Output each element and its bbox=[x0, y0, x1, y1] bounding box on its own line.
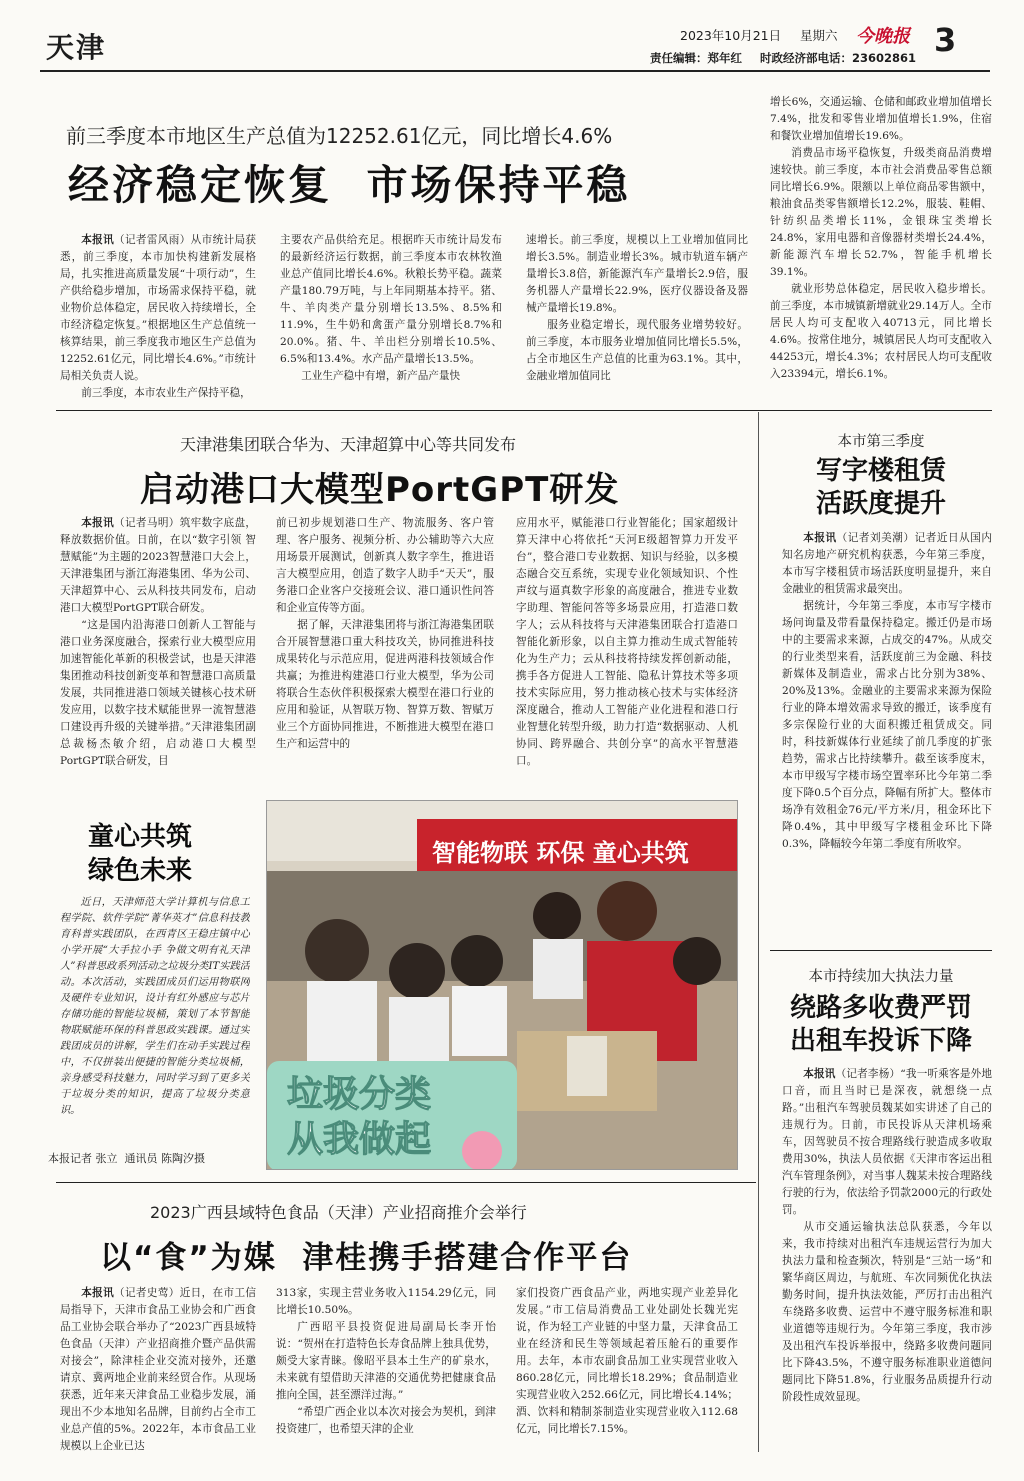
port-col-2-p2: 据了解，天津港集团将与浙江海港集团联合开展智慧港口重大科技攻关，协同推进科技成果转化与示范应用，促进两港科技领域合作共赢；为推进构建港口行业大模型，华为公司将联合生态伙伴积极探索大模型在港口行业的应用和验证，从智联万物、智算万数、智赋万业三个方面协同推进，不断推进大模型在港口生产和运营中的 bbox=[276, 619, 494, 750]
economy-col-2 bbox=[280, 232, 502, 400]
news-photo bbox=[266, 800, 738, 1170]
photo-credit: 本报记者 张立 通讯员 陈陶汐摄 bbox=[48, 1152, 205, 1165]
taxi-body bbox=[782, 1066, 992, 1456]
byline-reporter: （记者雷风雨） bbox=[114, 234, 191, 246]
photo-sign-line1: 垃圾分类 bbox=[287, 1074, 432, 1115]
taxi-p1: “我一听乘客是外地口音，而且当时已是深夜，就想绕一点路。”出租汽车驾驶员魏某如实讲述了自己的违规行为。日前，市民投诉从天津机场乘车，因驾驶员不按合理路线行驶造成多收取费用30%，执法人员依据《天津市客运出租汽车管理条例》，对当事人魏某未按合理路线行驶的行为，依法给予罚款2000元的行政处罚。 bbox=[782, 1068, 992, 1216]
economy-col-4-text: 增长6%，交通运输、仓储和邮政业增加值增长7.4%，批发和零售业增加值增长1.9%，住宿和餐饮业增加值增长19.6%。 bbox=[770, 96, 992, 142]
economy-col-4 bbox=[770, 94, 992, 400]
guangxi-byline-lead: 本报讯 bbox=[81, 1287, 115, 1299]
economy-col-4-p2: 消费品市场平稳恢复，升级类商品消费增速较快。前三季度，本市社会消费品零售总额同比增长6.9%。限额以上单位商品零售额中，粮油食品类零售额增长12.2%，服装、鞋帽、针纺织品类增长11%，金银珠宝类增长24.8%，家用电器和音像器材类增长24.4%，新能源汽车增长52.7%，智能手机增长39.1%。 bbox=[770, 147, 992, 278]
taxi-p2: 从市交通运输执法总队获悉，今年以来，我市持续对出租汽车违规运营行为加大执法力量和检查频次，特别是“三站一场”和繁华商区周边，与航班、车次同频优化执法勤务时间，提升执法效能，严厉打击出租汽车绕路多收费、运营中不遵守服务标准和职业道德等违规行为。今年第三季度，我市涉及出租汽车投诉举报中，绕路多收费问题同比下降43.5%，不遵守服务标准职业道德问题同比下降51.8%，行业服务品质提升行动阶段性成效显现。 bbox=[782, 1221, 992, 1403]
guangxi-col-2 bbox=[276, 1285, 496, 1455]
port-col-3-text: 应用水平，赋能港口行业智能化；国家超级计算天津中心将依托“天河E级超智算力开发平台”，整合港口专业数据、知识与经验，以多模态融合交互系统，实现专业化领域知识、个性声纹与逼真数字形象的高度融合，推进专业数字助理、智能问答等多场景应用，打造港口数字人；云从科技将与天津港集团联合打造港口智能化新形象，以自主算力推动生成式智能转化为生产力；云从科技将持续发挥创新动能，携手各方促进人工智能、隐私计算技术等多项技术实际应用，努力推动核心技术与实体经济深度融合，推动人工智能产业化进程和港口行业智慧化转型升级，助力打造“数据驱动、人机协同、跨界融合、共创分享”的高水平智慧港口。 bbox=[516, 517, 738, 767]
economy-col-2-p2: 工业生产稳中有增，新产品产量快 bbox=[301, 370, 461, 382]
taxi-headline-line1: 绕路多收费严罚 bbox=[789, 993, 972, 1023]
guangxi-col-2-p3: “希望广西企业以本次对接会为契机，到津投资建厂，也希望天津的企业 bbox=[276, 1406, 496, 1435]
economy-col-4-p3: 就业形势总体稳定，居民收入稳步增长。前三季度，本市城镇新增就业29.14万人。全市居民人均可支配收入40713元，同比增长4.6%。按常住地分，城镇居民人均可支配收入44253元，增长4.3%；农村居民人均可支配收入23394元，增长6.1%。 bbox=[770, 283, 992, 380]
port-col-2-text: 前已初步规划港口生产、物流服务、客户管理、客户服务、视频分析、办公辅助等六大应用场景开展测试，创新真人数字孪生，推进语言大模型应用，创造了数字人助手“天天”，服务港口企业客户交接班会议、港口通识性问答和企业宣传等方面。 bbox=[276, 517, 494, 614]
taxi-kicker: 本市持续加大执法力量 bbox=[808, 969, 954, 985]
office-kicker: 本市第三季度 bbox=[837, 434, 925, 450]
economy-col-1 bbox=[60, 232, 256, 400]
green-headline-line1: 童心共筑 bbox=[87, 822, 192, 852]
office-headline-line2: 活跃度提升 bbox=[815, 489, 946, 519]
masthead bbox=[0, 0, 1024, 72]
masthead-rule bbox=[40, 70, 990, 72]
phone-line: 时政经济部电话：23602861 bbox=[760, 51, 917, 65]
office-byline-reporter: （记者刘美潮） bbox=[836, 532, 915, 544]
right-column-divider bbox=[758, 412, 759, 1452]
port-byline-reporter: （记者马明） bbox=[114, 517, 180, 529]
guangxi-col-2-text: 313家，实现主营业务收入1154.29亿元，同比增长10.50%。 bbox=[276, 1287, 496, 1316]
port-col-2 bbox=[276, 515, 494, 785]
port-kicker: 天津港集团联合华为、天津超算中心等共同发布 bbox=[180, 435, 517, 454]
taxi-headline-line2: 出租车投诉下降 bbox=[789, 1026, 972, 1056]
port-col-3 bbox=[516, 515, 738, 785]
economy-col-1-p2: 前三季度，本市农业生产保持平稳， bbox=[81, 387, 251, 399]
economy-col-1-text: 从市统计局获悉，前三季度，本市加快构建新发展格局，扎实推进高质量发展“十项行动”，生产供给稳步增加，市场需求保持平稳，就业物价总体稳定，居民收入持续增长，全市经济稳定恢复。”根据地区生产总值统一核算结果，前三季度我市地区生产总值为12252.61亿元，同比增长4.6%。”市统计局相关负责人说。 bbox=[60, 234, 256, 382]
newspaper-logo: 今晚报 bbox=[856, 26, 910, 47]
editor-line: 责任编辑：郑年红 bbox=[650, 51, 742, 65]
port-byline-lead: 本报讯 bbox=[81, 517, 115, 529]
guangxi-col-2-p2: 广西昭平县投资促进局副局长李开怡说：“贺州在打造特色长寿食品牌上独具优势，颇受大家青睐。像昭平县本土生产的矿泉水，未来就有望借助天津港的交通优势把健康食品推向全国，甚至漂洋过海。” bbox=[276, 1321, 496, 1401]
issue-date: 2023年10月21日 bbox=[680, 28, 782, 43]
guangxi-headline: 以“食”为媒 津桂携手搭建合作平台 bbox=[100, 1240, 633, 1276]
photo-banner-text: 智能物联 环保 童心共筑 bbox=[432, 839, 689, 867]
green-body bbox=[60, 895, 250, 1145]
page-number: 3 bbox=[934, 21, 957, 59]
office-body bbox=[782, 530, 992, 942]
section-rule-1 bbox=[56, 410, 992, 411]
office-headline-line1: 写字楼租赁 bbox=[815, 456, 946, 486]
guangxi-byline-reporter: （记者史莺） bbox=[114, 1287, 180, 1299]
economy-col-3 bbox=[526, 232, 748, 400]
green-body-text: 近日，天津师范大学计算机与信息工程学院、软件学院“菁华英才”信息科技教育科普实践团队，在西青区王稳庄镇中心小学开展“大手拉小手 争做文明有礼天津人”科普思政系列活动之垃圾分类IT实践活动。本次活动，实践团成员们运用物联网及硬件专业知识，设计有红外感应与芯片存储功能的智能垃圾桶，策划了本节智能物联赋能环保的科普思政实践课。通过实践团成员的讲解，学生们在动手实践过程中，不仅拼装出便捷的智能分类垃圾桶，亲身感受科技魅力，同时学习到了更多关于垃圾分类的知识，提高了垃圾分类意识。 bbox=[60, 897, 250, 1116]
taxi-headline bbox=[770, 992, 992, 1058]
guangxi-kicker: 2023广西县域特色食品（天津）产业招商推介会举行 bbox=[150, 1203, 527, 1222]
office-headline bbox=[770, 455, 992, 521]
guangxi-col-1 bbox=[60, 1285, 256, 1455]
photo-sign-line2: 从我做起 bbox=[287, 1119, 432, 1160]
port-col-1 bbox=[60, 515, 256, 785]
guangxi-col-3 bbox=[516, 1285, 738, 1455]
port-col-1-p2: “这是国内沿海港口创新人工智能与港口业务深度融合，探索行业大模型应用加速智能化革新的积极尝试，也是天津港集团推动科技创新变革和智慧港口高质量发展，共同推进港口领域关键核心技术研发应用，以数字技术赋能世界一流智慧港口建设再升级的关键举措。”天津港集团副总裁杨杰敏介绍，启动港口大模型PortGPT联合研发，目 bbox=[60, 619, 256, 767]
section-name: 天津 bbox=[46, 31, 107, 64]
right-column-rule bbox=[770, 950, 992, 951]
office-p1: 记者近日从国内知名房地产研究机构获悉，今年第三季度，本市写字楼租赁市场活跃度明显提升，来自金融业的租赁需求最突出。 bbox=[782, 532, 992, 595]
green-headline bbox=[60, 820, 220, 888]
taxi-byline-lead: 本报讯 bbox=[803, 1068, 836, 1080]
guangxi-col-1-text: 近日，在市工信局指导下，天津市食品工业协会和广西食品工业协会联合举办了“2023广西县域特色食品（天津）产业招商推介暨产品供需对接会”，除津桂企业交流对接外，还邀请京、冀两地企业前来经贸合作。从现场获悉，近年来天津食品工业稳步发展，涌现出不少本地知名品牌，目前约占全市工业总产值的5%。2022年，本市食品工业规模以上企业已达 bbox=[60, 1287, 256, 1452]
taxi-byline-reporter: （记者李杨） bbox=[835, 1068, 901, 1080]
economy-col-2-text: 主要农产品供给充足。根据昨天市统计局发布的最新经济运行数据，前三季度本市农林牧渔业总产值同比增长4.6%。秋粮长势平稳。蔬菜产量180.79万吨，与上年同期基本持平。猪、牛、羊肉类产量分别增长13.5%、8.5%和11.9%，生牛奶和禽蛋产量分别增长8.7%和20.0%。猪、牛、羊出栏分别增长10.5%、6.5%和13.4%。水产品产量增长13.5%。 bbox=[280, 234, 502, 365]
economy-headline: 经济稳定恢复 市场保持平稳 bbox=[68, 161, 631, 209]
office-p2: 据统计，今年第三季度，本市写字楼市场问询量及带看量保持稳定。搬迁仍是市场中的主要需求来源，占成交的47%。从成交的行业类型来看，活跃度前三为金融、科技新媒体及制造业，需求占比分别为38%、20%及13%。金融业的主要需求来源为保险行业的降本增效需求导致的搬迁，该季度有多宗保险行业的大面积搬迁租赁成交。同时，科技新媒体行业延续了前几季度的扩张趋势，需求占比持续攀升。截至该季度末，本市甲级写字楼市场空置率环比今年第二季度下降0.5个百分点，降幅有所扩大。整体市场净有效租金76元/平方米/月，租金环比下降0.4%，其中甲级写字楼租金环比下降0.3%，降幅较今年第二季度有所收窄。 bbox=[782, 600, 992, 850]
photo-illustration bbox=[267, 801, 738, 1170]
economy-kicker: 前三季度本市地区生产总值为12252.61亿元，同比增长4.6% bbox=[66, 124, 613, 148]
issue-weekday: 星期六 bbox=[800, 28, 838, 43]
port-headline: 启动港口大模型PortGPT研发 bbox=[140, 470, 620, 510]
economy-col-3-text: 速增长。前三季度，规模以上工业增加值同比增长3.5%。制造业增长3%。城市轨道车辆产量增长3.8倍，新能源汽车产量增长2.9倍，服务机器人产量增长22.9%，医疗仪器设备及器械产量增长19.8%。 bbox=[526, 234, 748, 314]
guangxi-col-3-text: 家们投资广西食品产业，两地实现产业差异化发展。”市工信局消费品工业处副处长魏光宪说，作为轻工产业链的中坚力量，天津食品工业在经济和民生等领域起着压舱石的重要作用。去年，本市农副食品加工业实现营业收入860.28亿元，同比增长18.29%；食品制造业实现营业收入252.66亿元，同比增长4.14%；酒、饮料和精制茶制造业实现营业收入112.68亿元，同比增长7.15%。 bbox=[516, 1287, 738, 1435]
port-col-1-text: 筑牢数字底盘，释放数据价值。日前，在以“数字引领 智慧赋能”为主题的2023智慧港口大会上，天津港集团与浙江海港集团、华为公司、天津超算中心、云从科技共同发布，启动港口大模型PortGPT联合研发。 bbox=[60, 517, 256, 614]
green-headline-line2: 绿色未来 bbox=[87, 856, 192, 886]
section-rule-2 bbox=[56, 1182, 756, 1183]
byline-lead: 本报讯 bbox=[81, 234, 115, 246]
office-byline-lead: 本报讯 bbox=[803, 532, 837, 544]
economy-col-3-p2: 服务业稳定增长，现代服务业增势较好。前三季度，本市服务业增加值同比增长5.5%，占全市地区生产总值的比重为63.1%。其中，金融业增加值同比 bbox=[526, 319, 748, 382]
